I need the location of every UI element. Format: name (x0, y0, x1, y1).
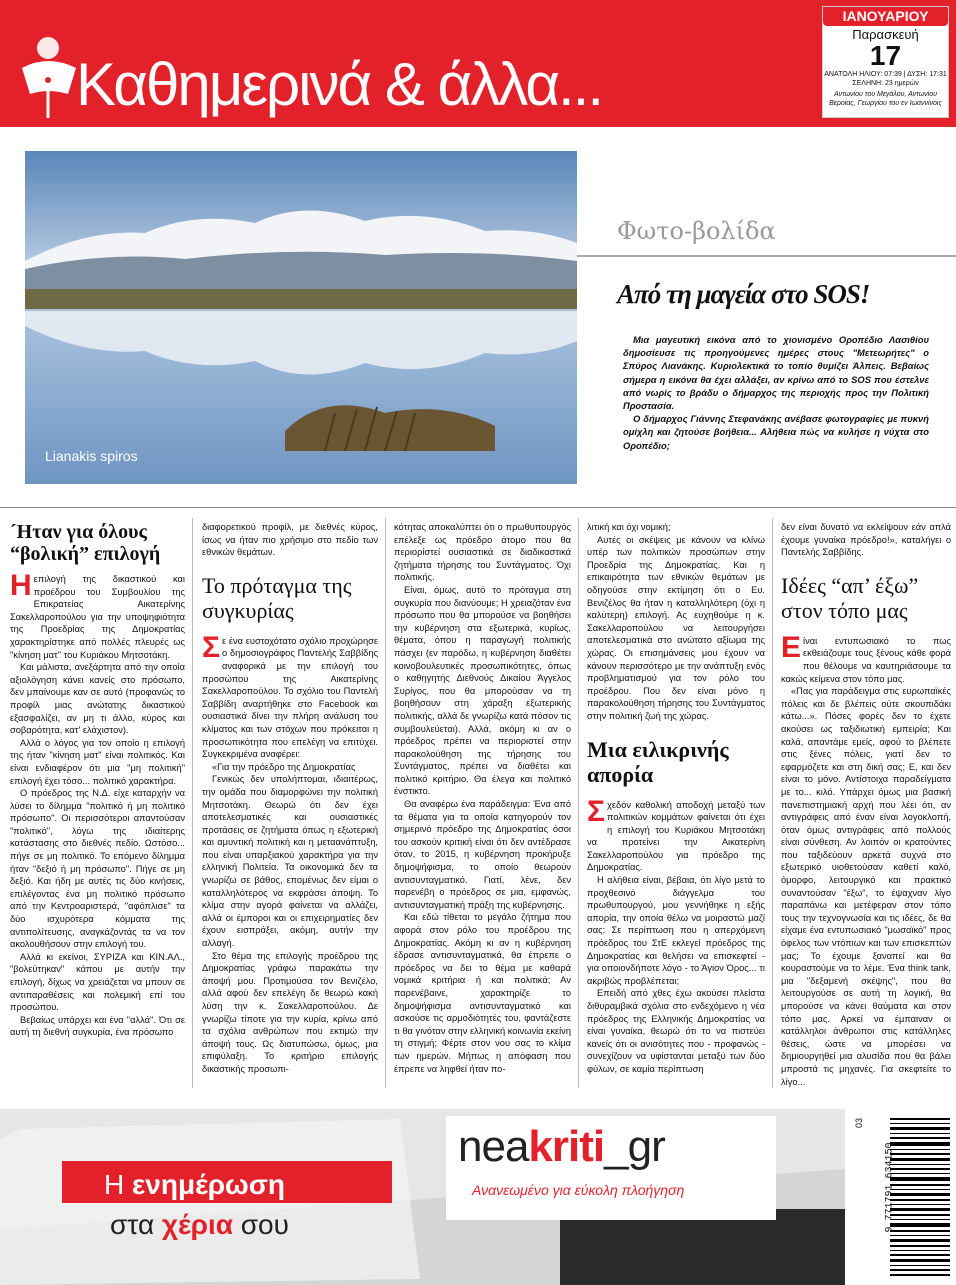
date-box (822, 6, 949, 118)
text: ε ένα ευστοχότατο σχόλιο προχώρησε ο δημοσιογράφος Παντελής Σαββίδης αναφορικά με την επιλογή του προσώπου της Αικατερίνης Σακελλαροπούλου. Το σχόλιο του Παντελή Σαββίδη αναρτήθηκε στο Facebook και ουσιαστικά δίνει την πλήρη ανάλυση του κλίματος και των στόχων που πρόκειται η προσωπικότητα που επελέγη να επιτύχει. Συγκεκριμένα αναφέρει: (202, 635, 378, 760)
divider (577, 255, 956, 257)
quill-globe-logo (18, 34, 80, 120)
paragraph: Αλλά κι εκείνοι, ΣΥΡΙΖΑ και ΚΙΝ.ΑΛ., "βολεύτηκαν" κάπου με αυτήν την επιλογή, δίχως να χρειάζεται να μπουν σε αντιπαραθέσεις και πολεμική επί του προσώπου. (10, 951, 185, 1013)
ad-slogan-line-2 (110, 1209, 289, 1241)
paragraph: «Πας για παράδειγμα στις ευρωπαϊκές πόλεις και δε βλέπεις ούτε σκουπιδάκι κάτω...». Πόσες φορές δεν το έχετε ακούσει ως ταξιδιωτική εμπειρία; Και καλά, απαντάμε εμείς, αφού το βλέπετε στις ξένες πόλεις, γιατί δεν το εφαρμόζετε και στη δική σας; Ε, και δεν είναι το μόνο. Αντίστοιχα παραδείγματα με το... κιλό. Υπάρχει όμως μια βασική πανεπιστημιακή αρχή που λέει ότι, αν αντιγράφεις από έναν είναι λογοκλοπή, όταν όμως αντιγράφεις από πολλούς είναι σύνθεση. Αν λοιπόν οι κρατούντες που ταξιδεύουν αρκετά συχνά στο εξωτερικό υιοθετούσαν καθετί καλό, όμορφο, λειτουργικό και πρακτικό συναντούσαν "έξω", το έψαχναν λίγο παραπάνω και μετέφεραν στον τόπο τους την τεχνογνωσία και τις ιδέες, δε θα είχαμε ένα εντυπωσιακό "μωσαϊκό" προς όφελος των ντόπιων και των επισκεπτών μας; Το έχουμε ξαναπεί και θα κουραστούμε να το λέμε. Ένα think tank, μια "δεξαμενή σκέψης", που θα λειτουργούσε σε αυτή τη λογική, θα μπορούσε να κάνει θαύματα και στον τόπο μας. Αρκεί να έμπαιναν οι κατάλληλοι άνθρωποι στις κατάλληλες θέσεις, ώστε να μπορέσει να δημιουργηθεί μια αλυσίδα που θα βάλει μπροστά τις μηχανές. Για σκεφτείτε το λίγο... (781, 686, 951, 1087)
story-headline: Από τη μαγεία στο SOS! (617, 279, 870, 309)
snowy-mountain-lake-image (25, 151, 577, 484)
text: σου (233, 1209, 289, 1240)
paragraph: διαφορετικού προφίλ, με διεθνές κύρος, ίσως να ήταν πιο χρήσιμο στο πεδίο των εθνικών θεμάτων. (202, 522, 378, 558)
article-subtitle (587, 737, 765, 787)
paragraph: Είναι, όμως, αυτό το πρόταγμα στη συγκυρία που διανύουμε; Η χρειαζόταν ένα πρόσωπο που θα μπορούσε να βοηθήσει την κυβέρνηση στα εξωτερικά, κυρίως, θέματα, όπου η παραγωγή πολιτικής πάσχει (εν παρόδω, η κυβέρνηση διαθέτει κοινοβουλευτικές προσωπικότητες, όπως ο καθηγητής Διεθνούς Δικαίου Άγγελος Συρίγος, που θα μπορούσαν να τη βοηθήσουν στη χάραξη εξωτερικής πολιτικής, αλλά δε γνωρίζω κατά πόσον τις συμβουλεύεται). Αλλά, ακόμη κι αν ο πρόεδρος πρέπει να περιοριστεί στην παρακολούθηση της τήρησης του Συντάγματος, πρέπει να διαθέτει και πολιτικό κριτήριο. Θα έλεγα και πολιτικό ένστικτο. (394, 584, 571, 797)
title-line: συγκυρίας (202, 597, 294, 623)
ad-tagline: Ανανεωμένο για εύκολη πλοήγηση (472, 1182, 685, 1198)
paragraph: Γενικώς δεν υπολήπτομαι, ιδιαιτέρως, την ομάδα που διαμορφώνει την πολιτική Μητσοτάκη. Θεωρώ ότι δεν έχει αποτελεσματικές και ουσιαστικές προτάσεις σε ζητήματα όπως η εξωτερική και αμυντική πολιτική και η μεταανάπτυξη, που είναι υπαρξιακού χαρακτήρα για την ελληνική Πολιτεία. Τα οικονομικά δεν τα γνωρίζω σε βάθος, επομένως δεν είμαι ο καταλληλότερος να εκφράσει άποψη. Το κλίμα στην αγορά φαίνεται να αλλάζει, αλλά οι έμποροι και οι επιχειρηματίες δεν έχουν εισπράξει, ακόμη, αυτήν την αλλαγή. (202, 774, 378, 949)
barcode-bars (850, 1112, 953, 1282)
text: ίναι εντυπωσιακό το πως εκθειάζουμε τους ξένους κάθε φορά που θέλουμε να καυτηριάσουμε τα κακώς κείμενα στον τόπο μας. (781, 635, 951, 684)
page-title: Καθημερινά & άλλα... (76, 51, 603, 118)
paragraph: Και εδώ τίθεται το μεγάλο ζήτημα που αφορά στον ρόλο του προέδρου της Δημοκρατίας. Ακόμη κι αν η κυβέρνηση έδρασε αντισυνταγματικά, θα έπρεπε ο πρόεδρος να δει το θέμα με καθαρά νομικά κριτήρια ή και πολιτικά; Αν παρενέβαινε, χαρακτηρίζε το δημοψήφισμα αντισυνταγματικό και ασκούσε τις αρμοδιότητές του, φαντάζεστε τι θα γινόταν στην ελληνική κοινωνία εκείνη τη στιγμή; Φέρτε στον νου σας το κλίμα των ημερών. Μήπως η απόφαση που έπρεπε να ληφθεί ήταν πο- (394, 912, 571, 1074)
section-label: Φωτο-βολίδα (617, 217, 776, 245)
paragraph: Επειδή από χθες έχω ακούσει πλείστα διθυραμβικά σχόλια στο ενδεχόμενο η νέα πρόεδρος της Ελληνικής Δημοκρατίας να είναι γυναίκα, θεωρώ ότι το να πιστεύει κανείς ότι οι ανισότητες που - προφανώς - συνεχίζουν να υφίστανται μεταξύ των δύο φύλων, σε καμία περίπτωση (587, 988, 765, 1074)
paragraph: Βεβαίως υπάρχει και ένα "αλλά". Ότι σε αυτή τη διεθνή συγκυρία, ένα πρόσωπο (10, 1014, 185, 1038)
paragraph (10, 569, 185, 661)
drop-cap: Η (10, 569, 32, 602)
paragraph: Ο πρόεδρος της Ν.Δ. είχε καταρχήν να λύσει το δίλημμα "πολιτικό ή μη πολιτικό πρόσωπο". Οι περισσότεροι απαντούσαν "πολιτικό", λόγω της ιδιαίτερης κατάστασης στο διεθνές πεδίο. Ωστόσο... πήγε σε μη πολιτικό. Το επόμενο δίλημμα ήταν "δεξιό ή μη πρόσωπο". Πήγε σε μη δεξιό. Και ήδη με αυτές τις δύο κινήσεις, επιλέγοντας ένα μη πολιτικό πρόσωπο από την Κεντροαριστερά, "αφόπλισε" τα δύο ισχυρότερα κόμματα της αντιπολίτευσης, αναγκάζοντάς τα να τον ακολουθήσουν στην επιλογή του. (10, 788, 185, 950)
column-rule (192, 518, 193, 1088)
paragraph: Στο θέμα της επιλογής προέδρου της Δημοκρατίας γράφω παρακάτω την άποψή μου. Προτιμούσα τον Βενιζέλο, αλλά αφού δεν επελέγη δε θεωρώ κακή λύση την κ. Σακελλαροπούλου. Δε γνωρίζω τίποτε για την κυρία, κρίνω από τα σχόλια ανθρώπων που εκτιμώ την άποψή τους. Ως διατυπώσω, όμως, μια επιφύλαξη. Το κριτήριο επιλογής δικαστικής προσωπι- (202, 950, 378, 1074)
drop-cap: Σ (587, 794, 606, 828)
paragraph: Η αλήθεια είναι, βέβαια, ότι λίγο μετά το προχθεσινό διάγγελμα του πρωθυπουργού, μου γεννήθηκε η εξής απορία, την οποία θέλω να μοιραστώ μαζί σας: Σε περίπτωση που η απερχόμενη πρόεδρος του ΣτΕ εκλεγεί πρόεδρος της Δημοκρατίας και θελήσει να επισκεφτεί - για οποιονδήποτε λόγο - το Άγιον Όρος... τι ακριβώς προβλέπεται; (587, 875, 765, 986)
landscape-photo (25, 151, 577, 484)
paragraph (202, 630, 378, 761)
column-rule (385, 518, 386, 1088)
column-5 (781, 521, 951, 1088)
photo-credit: Lianakis spiros (45, 448, 138, 464)
column-rule (578, 518, 579, 1088)
text: επιλογή της δικαστικού και προέδρου του Συμβουλίου της Επικρατείας Αικατερίνης Σακελλαροπούλου για την υποψηφιότητα της Προεδρίας της Δημοκρατίας χαρακτηρίστηκε από πολλές πλευρές ως "κίνηση ματ" του Κυριάκου Μητσοτάκη. (10, 574, 185, 660)
moon-age: ΣΕΛΗΝΗ: 23 ημερών (852, 80, 919, 87)
text: χέρια (161, 1209, 233, 1240)
column-1 (10, 521, 185, 1039)
paragraph: Αυτές οι σκέψεις με κάνουν να κλίνω υπέρ των πολιτικών προσώπων στην Προεδρία της Δημοκρατίας. Και η επικαιρότητα των εθνικών θεμάτων με οδηγούσε στην εκτίμηση ότι ο Ευ. Βενιζέλος θα ήταν η καταλληλότερη (όχι η καλύτερη) επιλογή. Ας ευχηθούμε η κ. Σακελλαροπούλου να λειτουργήσει αποτελεσματικά στο ανώτατο αξίωμα της χώρας. Οι επισημάνσεις μου έχουν να κάνουν περισσότερο με την ανάπτυξη ενός προβληματισμού για τον ρόλο του προέδρου. Που δεν είναι μόνο η παρακολούθηση τήρησης του Συντάγματος στην πολιτική ζωή της χώρας. (587, 534, 765, 721)
story-paragraph: Ο δήμαρχος Γιάννης Στεφανάκης ανέβασε φωτογραφίες με πυκνή ομίχλη και ζητούσε βοήθεια... Αλήθεια πώς να κυλήσε η νύχτα στο Οροπέδιο; (623, 413, 929, 451)
date-month: ΙΑΝΟΥΑΡΙΟΥ (823, 7, 948, 26)
paragraph: Αλλά ο λόγος για τον οποίο η επιλογή της ήταν "κίνηση ματ" είναι πολιτικός. Και είναι ενδιαφέρον ότι μια "μη πολιτική" επιλογή έχει τόσο... πολιτικό χαρακτήρα. (10, 737, 185, 786)
column-2 (202, 521, 378, 1076)
section-divider (0, 507, 956, 508)
barcode-number: 9 771791 634150 (884, 1142, 896, 1233)
column-3 (394, 521, 571, 1075)
barcode (850, 1112, 953, 1282)
text: Η (104, 1169, 132, 1200)
paragraph: «Για την πρόεδρο της Δημοκρατίας (212, 761, 356, 772)
article-title (10, 521, 185, 565)
title-line: στον τόπο μας (781, 597, 908, 623)
neakriti-logo-card (446, 1116, 776, 1220)
sun-times: ΑΝΑΤΟΛΗ ΗΛΙΟΥ: 07:39 | ΔΥΣΗ: 17:31 (824, 71, 947, 78)
paragraph (587, 794, 765, 875)
ad-slogan-line-1 (104, 1169, 285, 1201)
saints-of-day: Αντωνίου του Μεγάλου, Αντωνίου Βεροίας, Γεωργίου του εν Ιωαννίνοις (829, 91, 942, 107)
column-4 (587, 521, 765, 1076)
story-lead (623, 333, 929, 452)
story-paragraph: Μια μαγευτική εικόνα από το χιονισμένο Οροπέδιο Λασιθίου δημοσίευσε τις προηγούμενες ημέρες στους "Μετεωρήτες" ο Σπύρος Λιανάκης. Κυριολεκτικά το τοπίο θυμίζει Άλπεις. Βεβαίως σήμερα η εικόνα θα έχει αλλάξει, αν κρίνω από το SOS που έστελνε από νωρίς το βράδυ ο δήμαρχος της περιοχής προς την Πολιτική Προστασία. (623, 334, 929, 412)
advertisement-banner[interactable] (0, 1109, 845, 1285)
title-line: Το πρόταγμα της (202, 572, 352, 598)
text: kriti (528, 1122, 605, 1171)
paragraph: δεν είναι δυνατό να εκλείψουν εάν απλά έχουμε γυναίκα πρόεδρο!», καταλήγει ο Παντελής Σαββίδης. (781, 522, 951, 558)
article-subtitle (202, 573, 378, 623)
date-day-number: 17 (869, 40, 902, 71)
column-rule (772, 518, 773, 1088)
article-subtitle (781, 573, 951, 623)
issue-number: 03 (854, 1117, 865, 1129)
title-line: Μια ειλικρινής (587, 736, 729, 762)
title-line: απορία (587, 761, 654, 787)
text: nea (458, 1122, 529, 1171)
photo-story (577, 151, 956, 484)
title-line: Ιδέες “απ’ έξω” (781, 572, 919, 598)
text: ενημέρωση (132, 1169, 285, 1200)
text: στα (110, 1209, 162, 1240)
paragraph: Και μάλιστα, ανεξάρτητα από την οποία αξιολόγηση κάνει κανείς στο πρόσωπο, δεν μπαίνουμε καν σε αυτό (προφανώς το προφίλ μιας ανώτατης δικαστικού εξασφαλίζει, αν μη τι άλλο, κύρος και σοβαρότητα, κατ' ελάχιστον). (10, 662, 185, 736)
text: _gr (604, 1122, 665, 1171)
paragraph (781, 630, 951, 685)
paragraph: κότητας αποκαλύπτει ότι ο πρωθυπουργός επέλεξε ως πρόεδρο άτομο που θα περιορίστεί ουσιαστικά σε διαδικαστικά ζητήματα τήρησης του Συντάγματος. Όχι πολιτικής. (394, 522, 571, 583)
paragraph: λιτική και όχι νομική; (587, 522, 671, 532)
drop-cap: Σ (202, 630, 221, 664)
drop-cap: Ε (781, 630, 802, 664)
title-line: ´Ηταν για όλους (10, 521, 147, 543)
text: χεδόν καθολική αποδοχή μεταξύ των πολιτικών κομμάτων φαίνεται ότι έχει η επιλογή του Κυριάκου Μητσοτάκη να προτείνει την Αικατερίνη Σακελλαροπούλου για πρόεδρο της Δημοκρατίας. (587, 799, 765, 873)
title-line: “βολική” επιλογή (10, 543, 161, 565)
paragraph: Θα αναφέρω ένα παράδειγμα: Ένα από τα θέματα για τα οποία κατηγορούν τον σημερινό πρόεδρο της Δημοκρατίας όσοι του ασκούν κριτική είναι ότι δεν αντέδρασε όταν, το 2015, η κυβέρνηση προκήρυξε δημοψήφισμα, το οποίο θεωρούν αντισυνταγματικό. Γιατί, λένε, δεν παρενέβη ο πρόεδρος σε μια, εμφανώς, αντισυνταγματική πράξη της κυβέρνησης. (394, 799, 571, 910)
date-weekday: Παρασκευή (852, 27, 919, 42)
neakriti-logo (458, 1122, 665, 1172)
page-header (0, 0, 956, 127)
